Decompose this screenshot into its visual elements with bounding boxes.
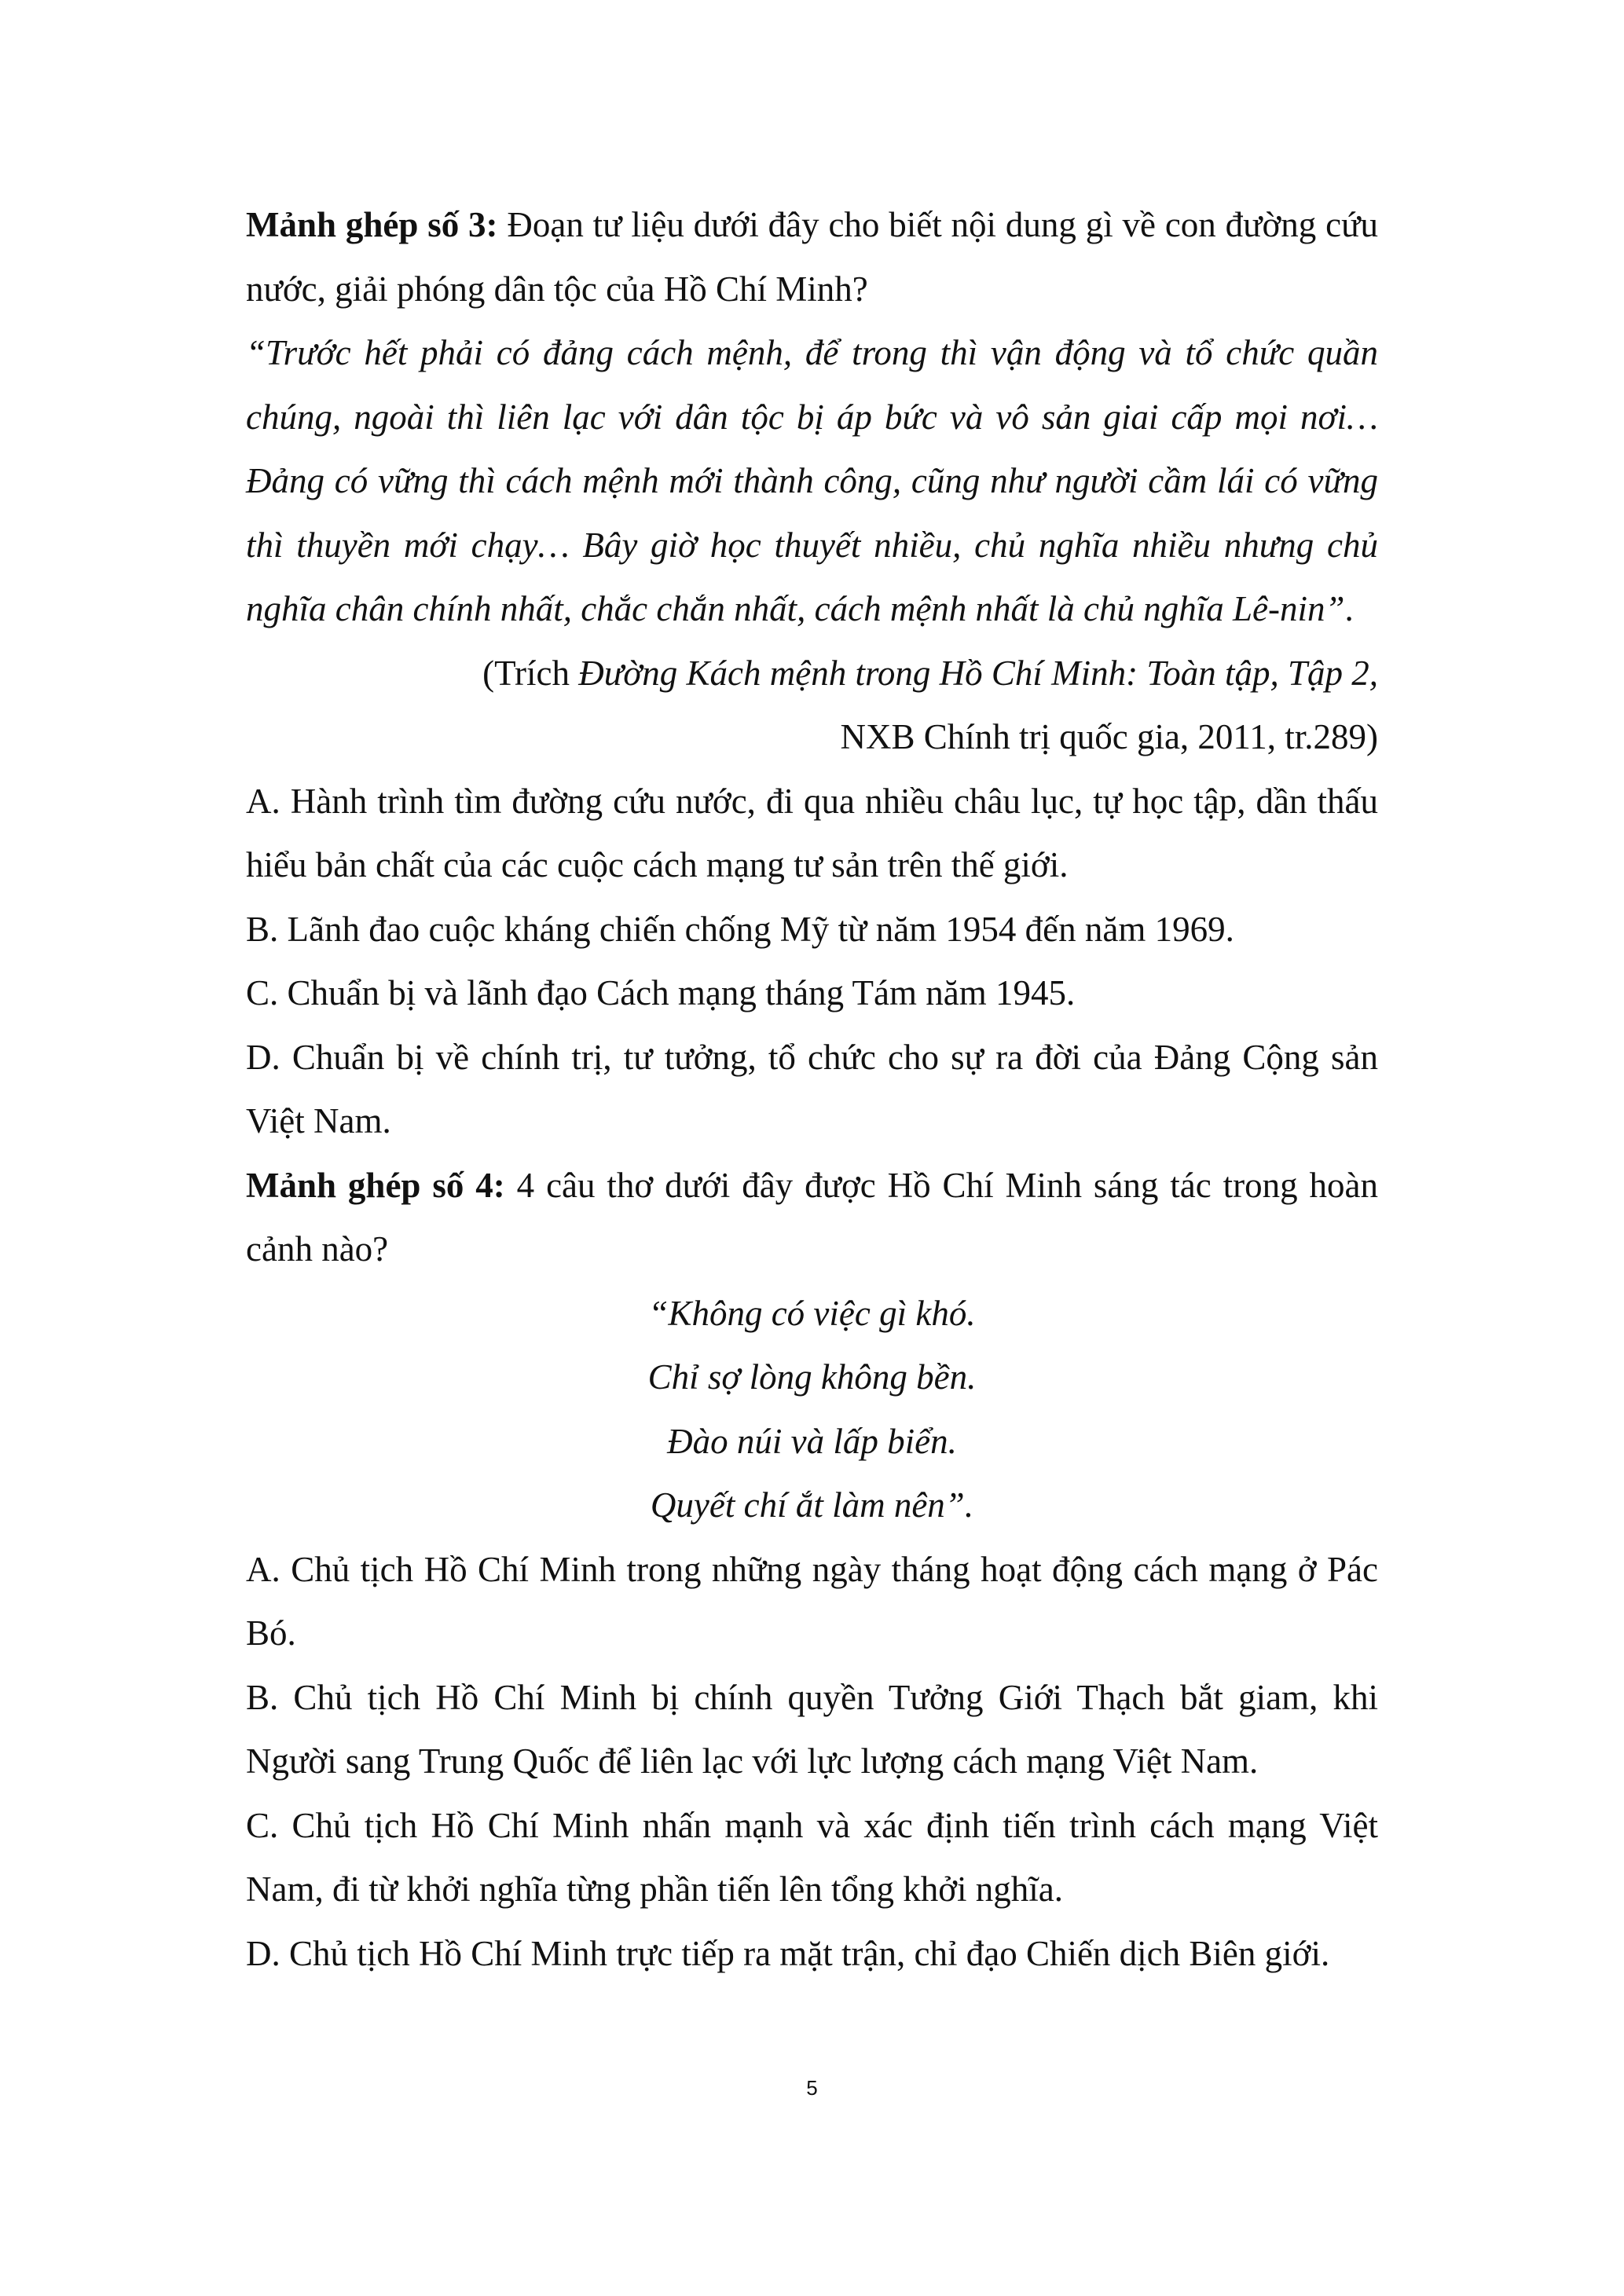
q4-option-a: A. Chủ tịch Hồ Chí Minh trong những ngày tháng hoạt động cách mạng ở Pác Bó.	[246, 1549, 1378, 1653]
q3-option-b: B. Lãnh đao cuộc kháng chiến chống Mỹ từ năm 1954 đến năm 1969.	[246, 909, 1234, 949]
question-4	[246, 1154, 1378, 1282]
source-citation-line-1	[246, 642, 1378, 706]
poem-line-3: Đào núi và lấp biển.	[667, 1421, 957, 1461]
document-page	[246, 193, 1378, 1986]
question-3	[246, 193, 1378, 321]
source-citation-line-2: NXB Chính trị quốc gia, 2011, tr.289)	[840, 717, 1378, 756]
quote-block	[246, 321, 1378, 642]
quote-text: “Trước hết phải có đảng cách mệnh, để trong thì vận động và tổ chức quần chúng, ngoài thì liên lạc với dân tộc bị áp bức và vô sản giai cấp mọi nơi… Đảng có vững thì cách mệnh mới thành công, cũng như người cầm lái có vững thì thuyền mới chạy… Bây giờ học thuyết nhiều, chủ nghĩa nhiều nhưng chủ nghĩa chân chính nhất, chắc chắn nhất, cách mệnh nhất là chủ nghĩa Lê-nin”	[246, 333, 1378, 628]
question-3-label: Mảnh ghép số 3:	[246, 205, 498, 244]
poem-line-2: Chỉ sợ lòng không bền.	[647, 1357, 977, 1397]
poem-line-1: “Không có việc gì khó.	[648, 1293, 976, 1333]
q4-option-c: C. Chủ tịch Hồ Chí Minh nhấn mạnh và xác định tiến trình cách mạng Việt Nam, đi từ khởi nghĩa từng phần tiến lên tổng khởi nghĩa.	[246, 1805, 1378, 1909]
q3-option-a: A. Hành trình tìm đường cứu nước, đi qua nhiều châu lục, tự học tập, dần thấu hiểu bản chất của các cuộc cách mạng tư sản trên thế giới.	[246, 781, 1378, 884]
q4-option-b: B. Chủ tịch Hồ Chí Minh bị chính quyền Tưởng Giới Thạch bắt giam, khi Người sang Trung Quốc để liên lạc với lực lượng cách mạng Việt Nam.	[246, 1677, 1378, 1781]
page-number: 5	[806, 2076, 818, 2100]
source-title: Đường Kách mệnh trong Hồ Chí Minh: Toàn tập, Tập 2,	[578, 653, 1378, 693]
poem-line-4: Quyết chí ắt làm nên”.	[650, 1485, 974, 1525]
question-3-text: Đoạn tư liệu dưới đây cho biết nội dung gì về con đường cứu nước, giải phóng dân tộc của Hồ Chí Minh?	[246, 205, 1378, 309]
q3-option-c: C. Chuẩn bị và lãnh đạo Cách mạng tháng Tám năm 1945.	[246, 973, 1076, 1013]
question-4-text: 4 câu thơ dưới đây được Hồ Chí Minh sáng tác trong hoàn cảnh nào?	[246, 1165, 1378, 1269]
q3-option-d: D. Chuẩn bị về chính trị, tư tưởng, tổ chức cho sự ra đời của Đảng Cộng sản Việt Nam.	[246, 1037, 1378, 1141]
source-open: (Trích	[482, 653, 579, 693]
quote-end: .	[1344, 589, 1354, 628]
question-4-label: Mảnh ghép số 4:	[246, 1165, 505, 1205]
q4-option-d: D. Chủ tịch Hồ Chí Minh trực tiếp ra mặt trận, chỉ đạo Chiến dịch Biên giới.	[246, 1933, 1330, 1973]
